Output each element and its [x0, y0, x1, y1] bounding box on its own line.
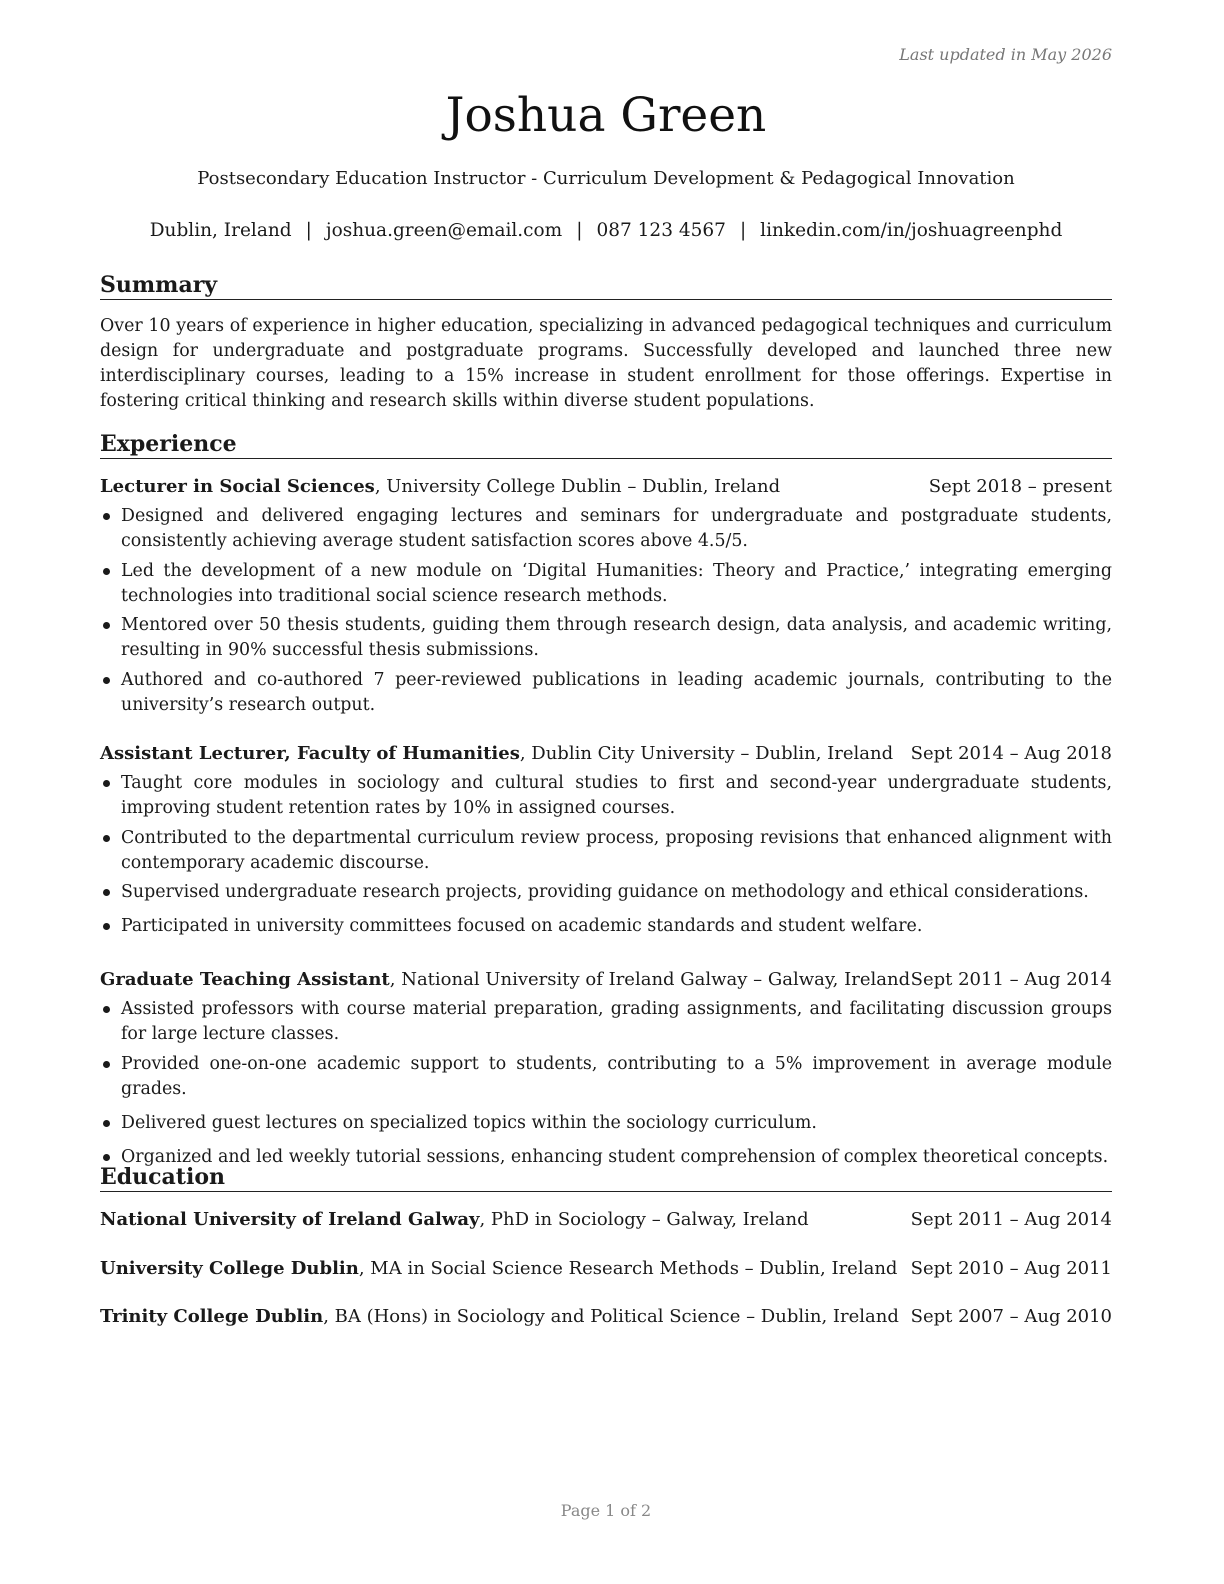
- page-number: Page 1 of 2: [560, 1501, 652, 1520]
- job-bullets: [100, 771, 1112, 944]
- education-school: Trinity College Dublin: [100, 1306, 324, 1327]
- education-dates: Sept 2007 – Aug 2010: [910, 1306, 1112, 1327]
- bullet-item: Supervised undergraduate research projects, providing guidance on methodology and ethical considerations.: [100, 880, 1112, 905]
- bullet-item: Led the development of a new module on ‘Digital Humanities: Theory and Practice,’ integrating emerging technologies into traditional social science research methods.: [100, 559, 1112, 609]
- contact-separator: |: [576, 220, 583, 241]
- job-role: Lecturer in Social Sciences: [100, 476, 375, 497]
- education-entry: [100, 1208, 1112, 1232]
- contact-linkedin[interactable]: linkedin.com/in/joshuagreenphd: [760, 220, 1063, 241]
- bullet-item: Mentored over 50 thesis students, guiding them through research design, data analysis, and academic writing, resulting in 90% successful thesis submissions.: [100, 613, 1112, 663]
- job-dates: Sept 2018 – present: [928, 476, 1112, 497]
- bullet-item: Participated in university committees focused on academic standards and student welfare.: [100, 914, 1112, 939]
- job-org: , National University of Ireland Galway – Galway, Ireland: [389, 969, 911, 990]
- summary-text: Over 10 years of experience in higher education, specializing in advanced pedagogical techniques and curriculum design for undergraduate and postgraduate programs. Successfully developed and launched three new interdisciplinary courses, leading to a 15% increase in student enrollment for those offerings. Expertise in fostering critical thinking and research skills within diverse student populations.: [100, 316, 1112, 411]
- job-org: , University College Dublin – Dublin, Ireland: [374, 476, 781, 497]
- summary-heading: Summary: [100, 272, 1112, 300]
- job-dates: Sept 2011 – Aug 2014: [910, 969, 1112, 990]
- bullet-item: Contributed to the departmental curriculum review process, proposing revisions that enhanced alignment with contemporary academic discourse.: [100, 826, 1112, 876]
- contact-separator: |: [305, 220, 312, 241]
- education-school: University College Dublin: [100, 1258, 359, 1279]
- job-org: , Dublin City University – Dublin, Ireland: [519, 743, 894, 764]
- contact-separator: |: [739, 220, 747, 241]
- bullet-item: Authored and co-authored 7 peer-reviewed publications in leading academic journals, contributing to the university’s research output.: [100, 668, 1112, 718]
- candidate-name: Joshua Green: [445, 88, 767, 143]
- contact-location: Dublin, Ireland: [149, 220, 292, 241]
- education-dates: Sept 2011 – Aug 2014: [910, 1209, 1112, 1230]
- bullet-item: Provided one-on-one academic support to students, contributing to a 5% improvement in average module grades.: [100, 1052, 1112, 1102]
- bullet-item: Designed and delivered engaging lectures and seminars for undergraduate and postgraduate students, consistently achieving average student satisfaction scores above 4.5/5.: [100, 504, 1112, 554]
- education-entry: [100, 1305, 1112, 1329]
- education-school: National University of Ireland Galway: [100, 1209, 480, 1230]
- job-header: [100, 968, 1112, 992]
- contact-email[interactable]: joshua.green@email.com: [325, 220, 563, 241]
- last-updated-note: Last updated in May 2026: [899, 45, 1112, 64]
- job-role: Graduate Teaching Assistant: [100, 969, 390, 990]
- job-header: [100, 475, 1112, 499]
- contact-phone[interactable]: 087 123 4567: [596, 220, 726, 241]
- bullet-item: Organized and led weekly tutorial sessions, enhancing student comprehension of complex theoretical concepts.: [100, 1145, 1112, 1170]
- job-role: Assistant Lecturer, Faculty of Humanities: [100, 743, 520, 764]
- education-detail: , BA (Hons) in Sociology and Political Science – Dublin, Ireland: [323, 1306, 899, 1327]
- job-header: [100, 742, 1112, 766]
- bullet-item: Delivered guest lectures on specialized topics within the sociology curriculum.: [100, 1111, 1112, 1136]
- education-heading: Education: [100, 1164, 1112, 1192]
- education-entry: [100, 1257, 1112, 1281]
- job-bullets: [100, 997, 1112, 1174]
- experience-heading: Experience: [100, 431, 1112, 459]
- job-dates: Sept 2014 – Aug 2018: [910, 743, 1112, 764]
- education-dates: Sept 2010 – Aug 2011: [910, 1258, 1112, 1279]
- bullet-item: Taught core modules in sociology and cultural studies to first and second-year undergraduate students, improving student retention rates by 10% in assigned courses.: [100, 771, 1112, 821]
- candidate-tagline: Postsecondary Education Instructor - Curriculum Development & Pedagogical Innovation: [197, 168, 1015, 189]
- bullet-item: Assisted professors with course material preparation, grading assignments, and facilitating discussion groups for large lecture classes.: [100, 997, 1112, 1047]
- resume-page: [100, 0, 1112, 1584]
- education-detail: , MA in Social Science Research Methods – Dublin, Ireland: [358, 1258, 898, 1279]
- contact-line: [100, 220, 1112, 241]
- job-bullets: [100, 504, 1112, 722]
- education-detail: , PhD in Sociology – Galway, Ireland: [479, 1209, 809, 1230]
